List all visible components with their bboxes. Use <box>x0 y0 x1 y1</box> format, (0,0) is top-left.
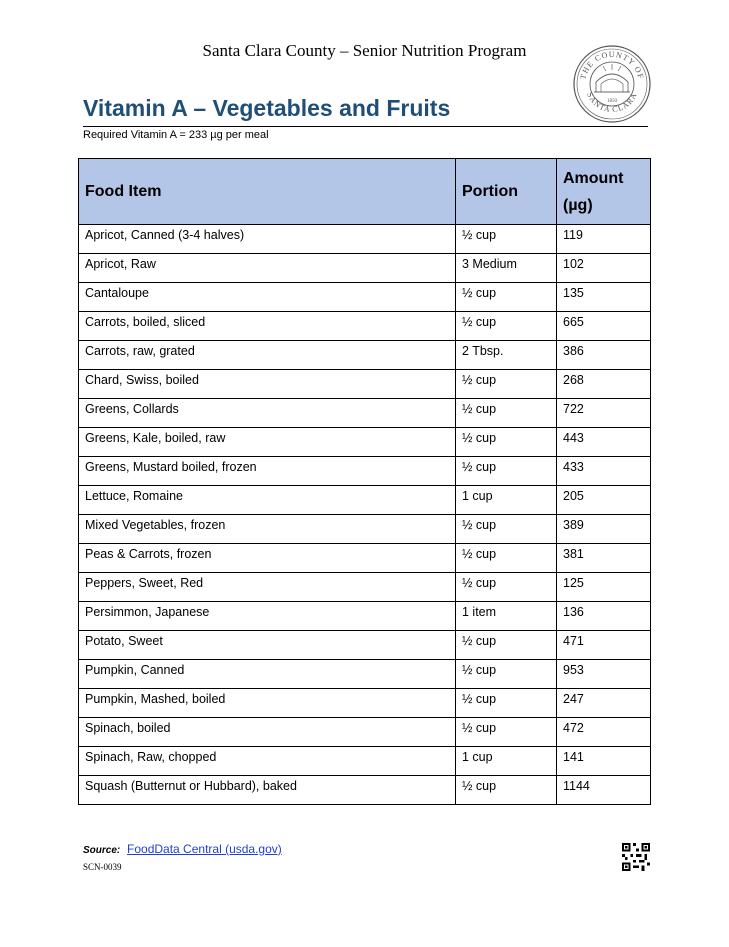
cell-portion: 1 cup <box>456 747 557 776</box>
cell-portion: ½ cup <box>456 544 557 573</box>
table-row <box>79 283 651 312</box>
cell-amount: 125 <box>557 573 651 602</box>
svg-text:THE COUNTY OF: THE COUNTY OF <box>578 49 646 81</box>
table-row <box>79 660 651 689</box>
cell-portion: ½ cup <box>456 689 557 718</box>
source-label: Source: <box>83 845 121 856</box>
cell-portion: 1 item <box>456 602 557 631</box>
cell-food-item: Carrots, raw, grated <box>79 341 456 370</box>
column-header-portion: Portion <box>456 159 557 225</box>
cell-portion: 3 Medium <box>456 254 557 283</box>
cell-food-item: Mixed Vegetables, frozen <box>79 515 456 544</box>
cell-food-item: Potato, Sweet <box>79 631 456 660</box>
cell-amount: 141 <box>557 747 651 776</box>
cell-amount: 386 <box>557 341 651 370</box>
cell-amount: 381 <box>557 544 651 573</box>
table-row <box>79 573 651 602</box>
vitamin-a-table <box>78 158 651 805</box>
cell-portion: ½ cup <box>456 660 557 689</box>
cell-food-item: Greens, Collards <box>79 399 456 428</box>
qr-code-icon <box>621 843 651 871</box>
table-row <box>79 776 651 805</box>
cell-food-item: Chard, Swiss, boiled <box>79 370 456 399</box>
county-seal-icon <box>572 44 652 124</box>
cell-amount: 268 <box>557 370 651 399</box>
cell-food-item: Greens, Mustard boiled, frozen <box>79 457 456 486</box>
cell-food-item: Peppers, Sweet, Red <box>79 573 456 602</box>
table-row <box>79 544 651 573</box>
cell-amount: 953 <box>557 660 651 689</box>
source-link[interactable]: FoodData Central (usda.gov) <box>127 842 282 856</box>
cell-food-item: Apricot, Raw <box>79 254 456 283</box>
cell-food-item: Spinach, boiled <box>79 718 456 747</box>
cell-portion: ½ cup <box>456 631 557 660</box>
cell-food-item: Lettuce, Romaine <box>79 486 456 515</box>
page-title: Vitamin A – Vegetables and Fruits <box>83 95 451 121</box>
cell-portion: ½ cup <box>456 457 557 486</box>
table-row <box>79 631 651 660</box>
cell-portion: 1 cup <box>456 486 557 515</box>
cell-portion: 2 Tbsp. <box>456 341 557 370</box>
cell-portion: ½ cup <box>456 515 557 544</box>
table-row <box>79 341 651 370</box>
cell-amount: 389 <box>557 515 651 544</box>
table-row <box>79 747 651 776</box>
cell-portion: ½ cup <box>456 573 557 602</box>
requirement-note: Required Vitamin A = 233 µg per meal <box>83 129 269 141</box>
cell-amount: 433 <box>557 457 651 486</box>
cell-amount: 205 <box>557 486 651 515</box>
cell-amount: 247 <box>557 689 651 718</box>
cell-food-item: Spinach, Raw, chopped <box>79 747 456 776</box>
cell-portion: ½ cup <box>456 370 557 399</box>
cell-portion: ½ cup <box>456 718 557 747</box>
cell-amount: 665 <box>557 312 651 341</box>
source-line <box>83 842 282 856</box>
table-row <box>79 370 651 399</box>
svg-text:SANTA CLARA: SANTA CLARA <box>585 90 639 115</box>
table-row <box>79 689 651 718</box>
table-row <box>79 486 651 515</box>
cell-amount: 102 <box>557 254 651 283</box>
cell-portion: ½ cup <box>456 225 557 254</box>
cell-portion: ½ cup <box>456 312 557 341</box>
cell-food-item: Persimmon, Japanese <box>79 602 456 631</box>
cell-amount: 722 <box>557 399 651 428</box>
cell-food-item: Greens, Kale, boiled, raw <box>79 428 456 457</box>
cell-amount: 471 <box>557 631 651 660</box>
cell-food-item: Cantaloupe <box>79 283 456 312</box>
table-row <box>79 602 651 631</box>
cell-portion: ½ cup <box>456 399 557 428</box>
cell-portion: ½ cup <box>456 428 557 457</box>
cell-portion: ½ cup <box>456 776 557 805</box>
document-id: SCN-0039 <box>83 862 122 872</box>
table-row <box>79 312 651 341</box>
cell-food-item: Pumpkin, Canned <box>79 660 456 689</box>
column-header-food: Food Item <box>79 159 456 225</box>
cell-amount: 136 <box>557 602 651 631</box>
cell-amount: 119 <box>557 225 651 254</box>
program-header: Santa Clara County – Senior Nutrition Program <box>202 41 527 60</box>
table-row <box>79 428 651 457</box>
table-row <box>79 718 651 747</box>
cell-food-item: Apricot, Canned (3-4 halves) <box>79 225 456 254</box>
cell-food-item: Squash (Butternut or Hubbard), baked <box>79 776 456 805</box>
cell-food-item: Carrots, boiled, sliced <box>79 312 456 341</box>
cell-food-item: Pumpkin, Mashed, boiled <box>79 689 456 718</box>
column-header-amount: Amount (µg) <box>557 159 651 225</box>
cell-portion: ½ cup <box>456 283 557 312</box>
cell-food-item: Peas & Carrots, frozen <box>79 544 456 573</box>
title-divider <box>83 126 648 127</box>
table-row <box>79 254 651 283</box>
table-header-row <box>79 159 651 225</box>
table-row <box>79 457 651 486</box>
cell-amount: 472 <box>557 718 651 747</box>
cell-amount: 1144 <box>557 776 651 805</box>
table-row <box>79 399 651 428</box>
table-row <box>79 225 651 254</box>
svg-text:1850: 1850 <box>607 99 617 104</box>
table-row <box>79 515 651 544</box>
cell-amount: 443 <box>557 428 651 457</box>
cell-amount: 135 <box>557 283 651 312</box>
